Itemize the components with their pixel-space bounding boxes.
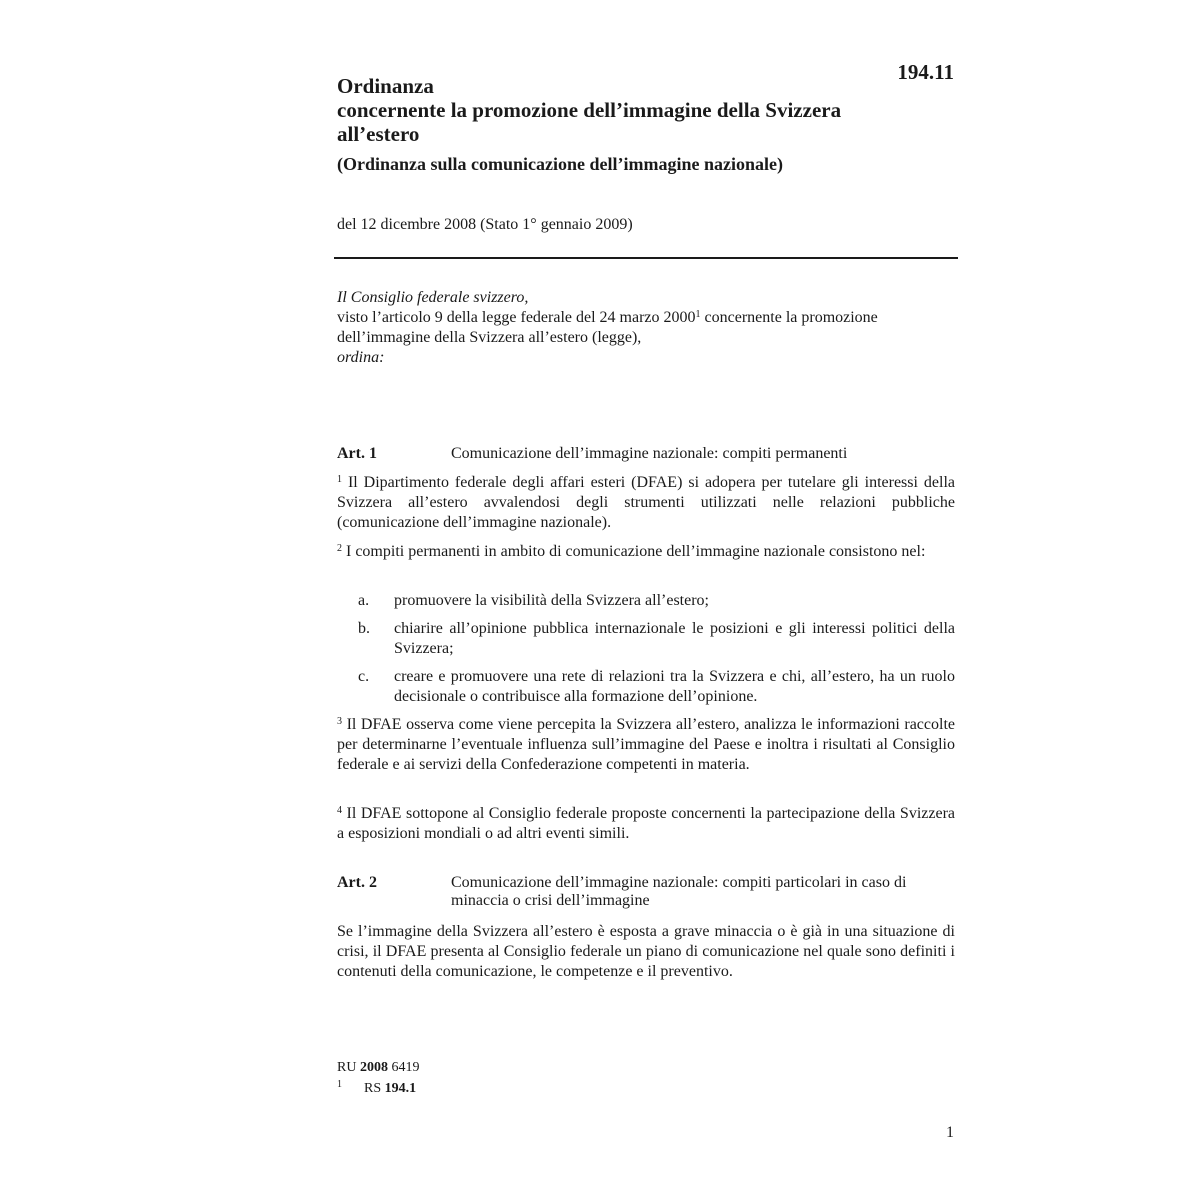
page-number: 1 (946, 1124, 954, 1141)
title-line: all’estero (337, 122, 420, 146)
ru-prefix: RU (337, 1060, 360, 1075)
article-1-paragraph-1 (337, 473, 955, 533)
paragraph-number: 2 (337, 543, 342, 554)
paragraph-text: I compiti permanenti in ambito di comunicazione dell’immagine nazionale consistono nel: (342, 543, 926, 560)
paragraph-text: Il DFAE sottopone al Consiglio federale proposte concernenti la partecipazione della Svizzera a esposizioni mondiali o ad altri eventi simili. (337, 805, 955, 842)
article-1-paragraph-3 (337, 715, 955, 775)
visto-text-cont: concernente la promozione dell’immagine della Svizzera all’estero (legge), (337, 309, 878, 346)
footnote-prefix: RS (364, 1081, 385, 1096)
title-line: concernente la promozione dell’immagine della Svizzera (337, 98, 842, 122)
paragraph-number: 3 (337, 716, 342, 727)
article-1-paragraph-4 (337, 804, 955, 844)
list-text: promuovere la visibilità della Svizzera all’estero; (394, 592, 709, 609)
preamble-authority: Il Consiglio federale svizzero, (337, 289, 529, 306)
title-line: Ordinanza (337, 74, 434, 98)
ru-page: 6419 (387, 1060, 420, 1075)
list-item (337, 591, 955, 611)
document-subtitle: (Ordinanza sulla comunicazione dell’immagine nazionale) (337, 154, 783, 174)
preamble-ordina: ordina: (337, 349, 385, 366)
footnote-reference: 194.1 (384, 1081, 417, 1096)
article-1-heading (337, 445, 955, 463)
list-text: creare e promuovere una rete di relazioni tra la Svizzera e chi, all’estero, ha un ruolo decisionale o contribuisce alla formazione dell’opinione. (394, 668, 955, 705)
article-2-heading (337, 874, 955, 910)
article-1-paragraph-2 (337, 542, 955, 562)
preamble-visto (337, 308, 955, 348)
footnote-ref[interactable]: 1 (695, 309, 701, 320)
list-letter: a. (358, 592, 370, 609)
list-text: chiarire all’opinione pubblica internazionale le posizioni e gli interessi politici della Svizzera; (394, 620, 955, 657)
article-2-text: Se l’immagine della Svizzera all’estero è esposta a grave minaccia o è già in una situazione di crisi, il DFAE presenta al Consiglio federale un piano di comunicazione nel quale sono definiti i contenuti della comunicazione, le competenze e il preventivo. (337, 923, 955, 980)
sr-number: 194.11 (897, 60, 954, 84)
paragraph-number: 1 (337, 474, 342, 485)
document-title (337, 74, 957, 146)
list-item (337, 619, 955, 659)
official-compilation-ref (337, 1058, 419, 1078)
list-letter: c. (358, 668, 370, 685)
paragraph-text: Il DFAE osserva come viene percepita la Svizzera all’estero, analizza le informazioni raccolte per determinarne l’eventuale influenza sull’immagine del Paese e inoltra i risultati al Consiglio federale e ai servizi della Confederazione competenti in materia. (337, 716, 955, 773)
article-number: Art. 1 (337, 445, 377, 462)
visto-text: visto l’articolo 9 della legge federale del 24 marzo 2000 (337, 309, 696, 326)
article-title: Comunicazione dell’immagine nazionale: compiti permanenti (451, 445, 848, 462)
list-letter: b. (358, 620, 370, 637)
header-divider (334, 257, 958, 259)
preamble (337, 288, 955, 368)
ru-year: 2008 (359, 1060, 388, 1075)
paragraph-number: 4 (337, 805, 342, 816)
article-number: Art. 2 (337, 874, 377, 891)
list-item (337, 667, 955, 707)
paragraph-text: Il Dipartimento federale degli affari esteri (DFAE) si adopera per tutelare gli interessi della Svizzera all’estero avvalendosi degli strumenti utilizzati nelle relazioni pubbliche (comunicazione dell’immagine nazionale). (337, 474, 955, 531)
footnote-mark: 1 (337, 1079, 342, 1090)
footnote-1 (337, 1079, 416, 1099)
article-title: Comunicazione dell’immagine nazionale: compiti particolari in caso di minaccia o crisi dell’immagine (451, 874, 907, 909)
date-line: del 12 dicembre 2008 (Stato 1° gennaio 2009) (337, 216, 633, 233)
